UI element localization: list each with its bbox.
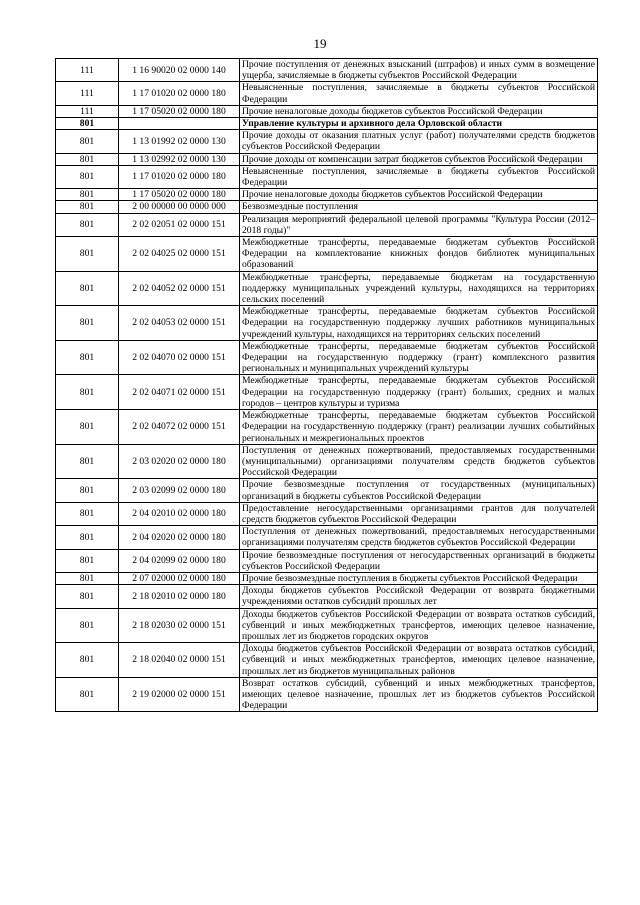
table-row <box>56 502 598 525</box>
description-cell: Прочие неналоговые доходы бюджетов субъектов Российской Федерации <box>240 189 598 201</box>
table-row <box>56 201 598 213</box>
table-row <box>56 153 598 165</box>
admin-code-cell: 801 <box>56 153 119 165</box>
description-cell: Предоставление негосударственными организациями грантов для получателей средств бюджетов субъектов Российской Федерации <box>240 502 598 525</box>
description-cell: Возврат остатков субсидий, субвенций и иных межбюджетных трансфертов, имеющих целевое назначение, прошлых лет из бюджетов субъектов Российской Федерации <box>240 677 598 712</box>
table-row <box>56 549 598 572</box>
description-cell: Прочие доходы от компенсации затрат бюджетов субъектов Российской Федерации <box>240 153 598 165</box>
admin-code-cell: 801 <box>56 201 119 213</box>
description-cell: Реализация мероприятий федеральной целевой программы "Культура России (2012–2018 годы)" <box>240 213 598 236</box>
revenue-code-cell: 2 18 02030 02 0000 151 <box>119 608 240 643</box>
admin-code-cell: 801 <box>56 340 119 375</box>
description-cell: Межбюджетные трансферты, передаваемые бюджетам субъектов Российской Федерации на государственную поддержку (грант) больших, средних и малых городов – центров культуры и туризма <box>240 375 598 410</box>
revenue-code-cell: 2 02 04070 02 0000 151 <box>119 340 240 375</box>
table-row <box>56 189 598 201</box>
table-body <box>56 59 598 712</box>
revenue-code-cell: 2 02 02051 02 0000 151 <box>119 213 240 236</box>
revenue-code-cell: 2 03 02099 02 0000 180 <box>119 479 240 502</box>
revenue-code-cell <box>119 118 240 130</box>
description-cell: Прочие безвозмездные поступления от негосударственных организаций в бюджеты субъектов Российской Федерации <box>240 549 598 572</box>
admin-code-cell: 111 <box>56 59 119 82</box>
admin-code-cell: 801 <box>56 677 119 712</box>
admin-code-cell: 801 <box>56 572 119 584</box>
section-header-row <box>56 118 598 130</box>
table-row <box>56 375 598 410</box>
table-row <box>56 444 598 479</box>
table-row <box>56 105 598 117</box>
budget-revenue-table <box>55 58 598 712</box>
admin-code-cell: 111 <box>56 82 119 105</box>
revenue-code-cell: 1 17 01020 02 0000 180 <box>119 82 240 105</box>
admin-code-cell: 801 <box>56 444 119 479</box>
admin-code-cell: 801 <box>56 375 119 410</box>
description-cell: Прочие неналоговые доходы бюджетов субъектов Российской Федерации <box>240 105 598 117</box>
admin-code-cell: 801 <box>56 271 119 306</box>
table-row <box>56 677 598 712</box>
admin-code-cell: 801 <box>56 130 119 153</box>
description-cell: Поступления от денежных пожертвований, предоставляемых государственными (муниципальными) организациями получателям средств бюджетов субъектов Российской Федерации <box>240 444 598 479</box>
description-cell: Доходы бюджетов субъектов Российской Федерации от возврата остатков субсидий, субвенций и иных межбюджетных трансфертов, имеющих целевое назначение, прошлых лет из бюджетов муниципальных районов <box>240 643 598 678</box>
description-cell: Безвозмездные поступления <box>240 201 598 213</box>
table-row <box>56 59 598 82</box>
revenue-code-cell: 2 04 02099 02 0000 180 <box>119 549 240 572</box>
revenue-code-cell: 2 19 02000 02 0000 151 <box>119 677 240 712</box>
admin-code-cell: 801 <box>56 585 119 608</box>
admin-code-cell: 801 <box>56 189 119 201</box>
revenue-code-cell: 2 04 02010 02 0000 180 <box>119 502 240 525</box>
revenue-code-cell: 2 07 02000 02 0000 180 <box>119 572 240 584</box>
table-row <box>56 479 598 502</box>
table-row <box>56 526 598 549</box>
admin-code-cell: 801 <box>56 643 119 678</box>
description-cell: Прочие поступления от денежных взысканий (штрафов) и иных сумм в возмещение ущерба, зачисляемые в бюджеты субъектов Российской Федерации <box>240 59 598 82</box>
admin-code-cell: 111 <box>56 105 119 117</box>
description-cell: Невыясненные поступления, зачисляемые в бюджеты субъектов Российской Федерации <box>240 82 598 105</box>
page-number: 19 <box>313 36 327 51</box>
revenue-code-cell: 2 02 04052 02 0000 151 <box>119 271 240 306</box>
revenue-code-cell: 2 18 02040 02 0000 151 <box>119 643 240 678</box>
revenue-code-cell: 2 02 04025 02 0000 151 <box>119 237 240 272</box>
description-cell: Межбюджетные трансферты, передаваемые бюджетам субъектов Российской Федерации на государственную поддержку (грант) комплексного развития региональных и муниципальных учреждений культуры <box>240 340 598 375</box>
description-cell: Невыясненные поступления, зачисляемые в бюджеты субъектов Российской Федерации <box>240 165 598 188</box>
description-cell: Прочие безвозмездные поступления в бюджеты субъектов Российской Федерации <box>240 572 598 584</box>
admin-code-cell: 801 <box>56 165 119 188</box>
description-cell: Межбюджетные трансферты, передаваемые бюджетам субъектов Российской Федерации на государственную поддержку (грант) реализации лучших событийных региональных и межрегиональных проектов <box>240 410 598 445</box>
admin-code-cell: 801 <box>56 306 119 341</box>
table-row <box>56 271 598 306</box>
admin-code-cell: 801 <box>56 549 119 572</box>
admin-code-cell: 801 <box>56 237 119 272</box>
description-cell: Прочие безвозмездные поступления от государственных (муниципальных) организаций в бюджеты субъектов Российской Федерации <box>240 479 598 502</box>
admin-code-cell: 801 <box>56 479 119 502</box>
table-row <box>56 165 598 188</box>
revenue-code-cell: 1 17 05020 02 0000 180 <box>119 105 240 117</box>
table-row <box>56 130 598 153</box>
revenue-code-cell: 1 16 90020 02 0000 140 <box>119 59 240 82</box>
revenue-code-cell: 2 02 04071 02 0000 151 <box>119 375 240 410</box>
description-cell: Межбюджетные трансферты, передаваемые бюджетам на государственную поддержку муниципальных учреждений культуры, находящихся на территориях сельских поселений <box>240 271 598 306</box>
table-row <box>56 213 598 236</box>
admin-code-cell: 801 <box>56 526 119 549</box>
revenue-code-cell: 2 02 04053 02 0000 151 <box>119 306 240 341</box>
table-row <box>56 410 598 445</box>
revenue-code-cell: 2 00 00000 00 0000 000 <box>119 201 240 213</box>
admin-code-cell: 801 <box>56 118 119 130</box>
table-row <box>56 572 598 584</box>
admin-code-cell: 801 <box>56 608 119 643</box>
revenue-code-cell: 2 04 02020 02 0000 180 <box>119 526 240 549</box>
description-cell: Управление культуры и архивного дела Орловской области <box>240 118 598 130</box>
admin-code-cell: 801 <box>56 213 119 236</box>
description-cell: Поступления от денежных пожертвований, предоставляемых негосударственными организациями получателям средств бюджетов субъектов Российской Федерации <box>240 526 598 549</box>
table-row <box>56 306 598 341</box>
description-cell: Межбюджетные трансферты, передаваемые бюджетам субъектов Российской Федерации на государственную поддержку лучших работников муниципальных учреждений культуры, находящихся на территориях сельских поселений <box>240 306 598 341</box>
revenue-code-cell: 2 02 04072 02 0000 151 <box>119 410 240 445</box>
description-cell: Доходы бюджетов субъектов Российской Федерации от возврата остатков субсидий, субвенций и иных межбюджетных трансфертов, имеющих целевое назначение, прошлых лет из бюджетов городских округов <box>240 608 598 643</box>
table-row <box>56 82 598 105</box>
revenue-code-cell: 1 17 01020 02 0000 180 <box>119 165 240 188</box>
revenue-code-cell: 1 17 05020 02 0000 180 <box>119 189 240 201</box>
table-row <box>56 237 598 272</box>
table-row <box>56 585 598 608</box>
description-cell: Доходы бюджетов субъектов Российской Федерации от возврата бюджетными учреждениями остатков субсидий прошлых лет <box>240 585 598 608</box>
table-row <box>56 643 598 678</box>
description-cell: Прочие доходы от оказания платных услуг (работ) получателями средств бюджетов субъектов Российской Федерации <box>240 130 598 153</box>
revenue-code-cell: 2 18 02010 02 0000 180 <box>119 585 240 608</box>
revenue-code-cell: 1 13 01992 02 0000 130 <box>119 130 240 153</box>
admin-code-cell: 801 <box>56 410 119 445</box>
description-cell: Межбюджетные трансферты, передаваемые бюджетам субъектов Российской Федерации на комплектование книжных фондов библиотек муниципальных образований <box>240 237 598 272</box>
table-row <box>56 340 598 375</box>
admin-code-cell: 801 <box>56 502 119 525</box>
revenue-code-cell: 2 03 02020 02 0000 180 <box>119 444 240 479</box>
revenue-code-cell: 1 13 02992 02 0000 130 <box>119 153 240 165</box>
table-row <box>56 608 598 643</box>
